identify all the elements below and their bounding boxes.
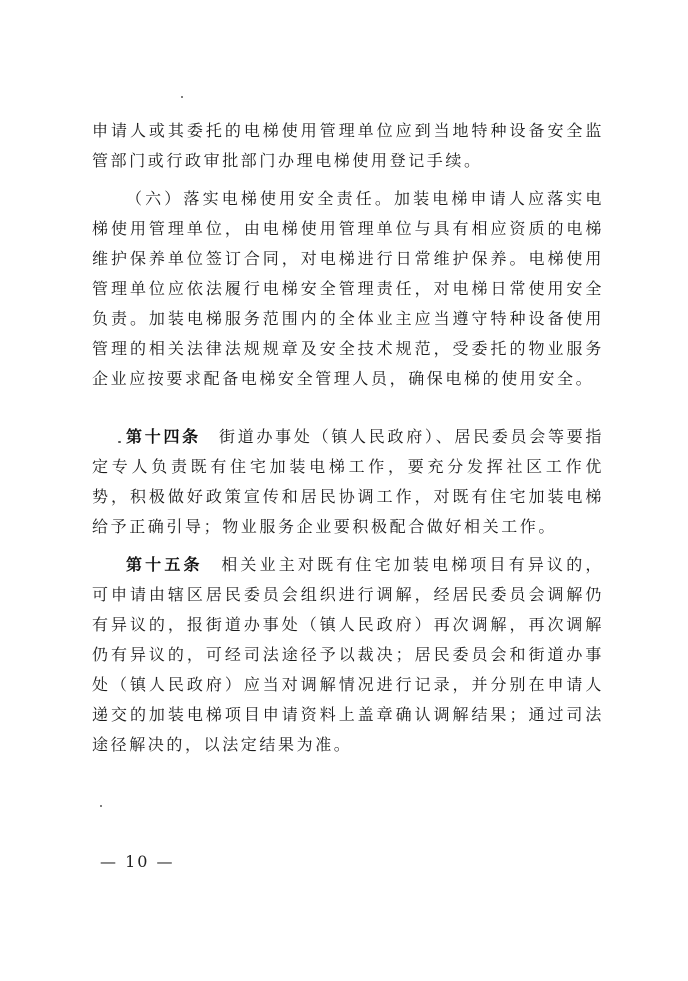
article-14-paragraph [92,422,604,542]
article-14-number: 第十四条 [126,427,201,446]
article-15-text: 相关业主对既有住宅加装电梯项目有异议的，可申请由辖区居民委员会组织进行调解，经居民委员会调解仍有异议的，报街道办事处（镇人民政府）再次调解，再次调解仍有异议的，可经司法途径予以裁决；居民委员会和街道办事处（镇人民政府）应当对调解情况进行记录，并分别在申请人递交的加装电梯项目申请资料上盖章确认调解结果；通过司法途径解决的，以法定结果为准。 [92,555,604,754]
continuation-paragraph: 申请人或其委托的电梯使用管理单位应到当地特种设备安全监管部门或行政审批部门办理电梯使用登记手续。 [92,121,604,170]
article-14-text: 街道办事处（镇人民政府）、居民委员会等要指定专人负责既有住宅加装电梯工作，要充分发挥社区工作优势，积极做好政策宣传和居民协调工作，对既有住宅加装电梯给予正确引导；物业服务企业要积极配合做好相关工作。 [92,427,604,536]
scan-speck [181,96,183,98]
article-15-paragraph [92,550,604,760]
item-six-paragraph: （六）落实电梯使用安全责任。加装电梯申请人应落实电梯使用管理单位，由电梯使用管理单位与具有相应资质的电梯维护保养单位签订合同，对电梯进行日常维护保养。电梯使用管理单位应依法履行电梯安全管理责任，对电梯日常使用安全负责。加装电梯服务范围内的全体业主应当遵守特种设备使用管理的相关法律法规规章及安全技术规范，受委托的物业服务企业应按要求配备电梯安全管理人员，确保电梯的使用安全。 [92,189,604,388]
scan-speck [100,805,102,807]
page-number: — 10 — [100,852,175,871]
article-15-number: 第十五条 [126,555,203,574]
